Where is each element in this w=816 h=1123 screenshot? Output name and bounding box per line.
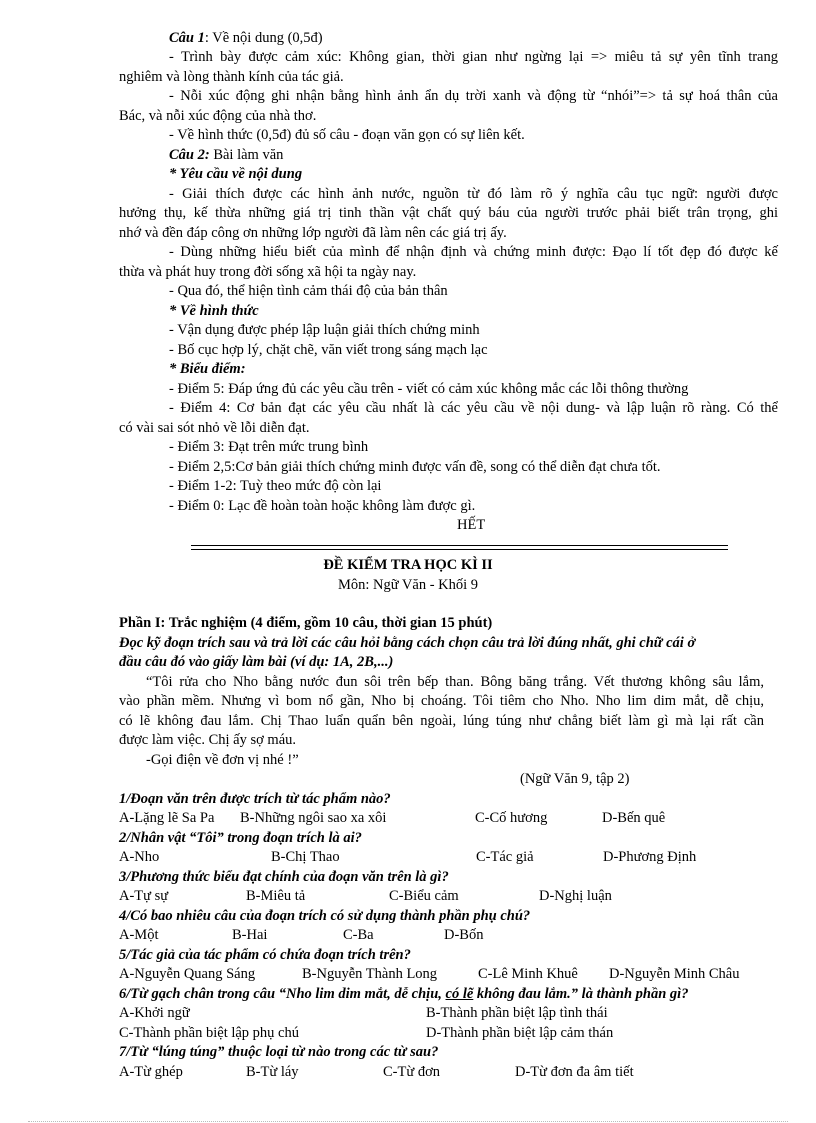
passage-line-3: có lẽ không đau lắm. Chị Thao luẩn quẩn bên ngoài, lúng túng như chẳng biết làm gì mà lại rất cần <box>119 713 764 729</box>
option-d: D-Thành phần biệt lập cảm thán <box>426 1025 614 1041</box>
option-b: B-Nguyễn Thành Long <box>302 966 438 982</box>
passage-line-5: -Gọi điện về đơn vị nhé !” <box>146 752 299 768</box>
option-a: A-Tự sự <box>119 888 169 904</box>
passage-source: (Ngữ Văn 9, tập 2) <box>520 771 630 787</box>
option-d: D-Từ đơn đa âm tiết <box>515 1064 634 1080</box>
option-b: B-Từ láy <box>246 1064 299 1080</box>
instruction-line-2: đầu câu đó vào giấy làm bài (ví dụ: 1A, 2B,...) <box>119 654 394 670</box>
option-d: D-Bến quê <box>602 810 666 826</box>
content-heading: * Yêu cầu về nội dung <box>169 166 303 182</box>
question-5: 5/Tác giả của tác phẩm có chứa đoạn trích trên? <box>119 947 411 963</box>
q2-heading: Câu 2: Bài làm văn <box>169 147 284 163</box>
content-point-1c: nhớ và đền đáp công ơn những lớp người đã làm nên các giá trị ấy. <box>119 225 507 241</box>
option-d: D-Phương Định <box>603 849 697 865</box>
option-d: D-Nguyễn Minh Châu <box>609 966 740 982</box>
option-c: C-Cố hương <box>475 810 548 826</box>
option-c: C-Từ đơn <box>383 1064 441 1080</box>
form-point-2: - Bố cục hợp lý, chặt chẽ, văn viết trong sáng mạch lạc <box>169 342 488 358</box>
exam-title: ĐỀ KIỂM TRA HỌC KÌ II <box>323 557 493 573</box>
q1-point-1b: nghiêm và lòng thành kính của tác giả. <box>119 69 344 85</box>
q1-point-1a: - Trình bày được cảm xúc: Không gian, thời gian như ngừng lại => miêu tả sự yên tĩnh trang <box>169 49 778 65</box>
option-c: C-Lê Minh Khuê <box>478 966 578 982</box>
score-point-2a: - Điểm 4: Cơ bản đạt các yêu cầu nhất là các yêu cầu về nội dung- và lập luận rõ ràng. Có thể <box>169 400 778 416</box>
option-b: B-Những ngôi sao xa xôi <box>240 810 387 826</box>
form-heading: * Về hình thức <box>169 303 259 319</box>
passage-line-2: vào phần mềm. Nhưng vì bom nổ gần, Nho bị choáng. Tôi tiêm cho Nho. Nho lim dim mắt, dễ chịu, <box>119 693 764 709</box>
option-a: A-Một <box>119 927 159 943</box>
score-point-1: - Điểm 5: Đáp ứng đủ các yêu cầu trên - viết có cảm xúc không mắc các lỗi thông thường <box>169 381 689 397</box>
question-4: 4/Có bao nhiêu câu của đoạn trích có sử dụng thành phần phụ chú? <box>119 908 531 924</box>
content-point-1b: hưởng thụ, kế thừa những giá trị tinh thần vật chất quý báu của người trước phải biết trân trọng, ghi <box>119 205 778 221</box>
score-point-3: - Điểm 3: Đạt trên mức trung bình <box>169 439 369 455</box>
question-6: 6/Từ gạch chân trong câu “Nho lim dim mắt, dễ chịu, có lẽ không đau lắm.” là thành phần gì? <box>119 986 689 1002</box>
question-2: 2/Nhân vật “Tôi” trong đoạn trích là ai? <box>119 830 362 846</box>
option-c: C-Biểu cảm <box>389 888 459 904</box>
instruction-line-1: Đọc kỹ đoạn trích sau và trả lời các câu hỏi bằng cách chọn câu trả lời đúng nhất, ghi chữ cái ở <box>119 635 696 651</box>
option-b: B-Thành phần biệt lập tình thái <box>426 1005 608 1021</box>
content-point-2b: thừa và phát huy trong đời sống xã hội ta ngày nay. <box>119 264 417 280</box>
q1-point-2b: Bác, và nỗi xúc động của nhà thơ. <box>119 108 317 124</box>
passage-line-4: được làm việc. Chị ấy sợ máu. <box>119 732 297 748</box>
score-point-5: - Điểm 1-2: Tuỳ theo mức độ còn lại <box>169 478 382 494</box>
option-b: B-Hai <box>232 927 268 943</box>
exam-subtitle: Môn: Ngữ Văn - Khối 9 <box>337 577 479 593</box>
option-a: A-Từ ghép <box>119 1064 183 1080</box>
option-a: A-Lặng lẽ Sa Pa <box>119 810 215 826</box>
q1-point-3: - Về hình thức (0,5đ) đủ số câu - đoạn văn gọn có sự liên kết. <box>169 127 525 143</box>
content-point-2a: - Dùng những hiểu biết của mình để nhận định và chứng minh được: Đạo lí tốt đẹp đó được kế <box>169 244 778 260</box>
page-edge-rule <box>28 1121 788 1122</box>
underlined-phrase: có lẽ <box>445 986 474 1002</box>
score-point-4: - Điểm 2,5:Cơ bản giải thích chứng minh được vấn đề, song có thể diễn đạt chưa tốt. <box>169 459 661 475</box>
question-1: 1/Đoạn văn trên được trích từ tác phẩm nào? <box>119 791 391 807</box>
content-point-3: - Qua đó, thể hiện tình cảm thái độ của bản thân <box>169 283 448 299</box>
option-b: B-Chị Thao <box>271 849 340 865</box>
question-3: 3/Phương thức biểu đạt chính của đoạn văn trên là gì? <box>119 869 449 885</box>
passage-line-1: “Tôi rửa cho Nho bằng nước đun sôi trên bếp than. Bông băng trắng. Vết thương không sâu lắm, <box>146 674 764 690</box>
score-heading: * Biểu điểm: <box>169 361 246 377</box>
option-d: D-Bốn <box>444 927 484 943</box>
q1-point-2a: - Nỗi xúc động ghi nhận bằng hình ảnh ẩn dụ trời xanh và động từ “nhói”=> tả sự hoá thân của <box>169 88 778 104</box>
score-point-2b: có vài sai sót nhỏ về lỗi diễn đạt. <box>119 420 310 436</box>
option-b: B-Miêu tả <box>246 888 306 904</box>
option-c: C-Ba <box>343 927 374 943</box>
q1-heading: Câu 1: Về nội dung (0,5đ) <box>169 30 323 46</box>
option-a: A-Khởi ngữ <box>119 1005 190 1021</box>
option-c: C-Tác giả <box>476 849 534 865</box>
end-marker: HẾT <box>457 517 486 533</box>
form-point-1: - Vận dụng được phép lập luận giải thích chứng minh <box>169 322 480 338</box>
divider-top <box>191 545 728 546</box>
option-c: C-Thành phần biệt lập phụ chú <box>119 1025 299 1041</box>
option-d: D-Nghị luận <box>539 888 612 904</box>
option-a: A-Nguyễn Quang Sáng <box>119 966 256 982</box>
part1-heading: Phần I: Trắc nghiệm (4 điểm, gồm 10 câu, thời gian 15 phút) <box>119 615 493 631</box>
divider-bottom <box>191 549 728 550</box>
score-point-6: - Điểm 0: Lạc đề hoàn toàn hoặc không làm được gì. <box>169 498 476 514</box>
content-point-1a: - Giải thích được các hình ảnh nước, nguồn từ đó làm rõ ý nghĩa câu tục ngữ: người được <box>169 186 778 202</box>
option-a: A-Nho <box>119 849 160 865</box>
question-7: 7/Từ “lúng túng” thuộc loại từ nào trong các từ sau? <box>119 1044 439 1060</box>
